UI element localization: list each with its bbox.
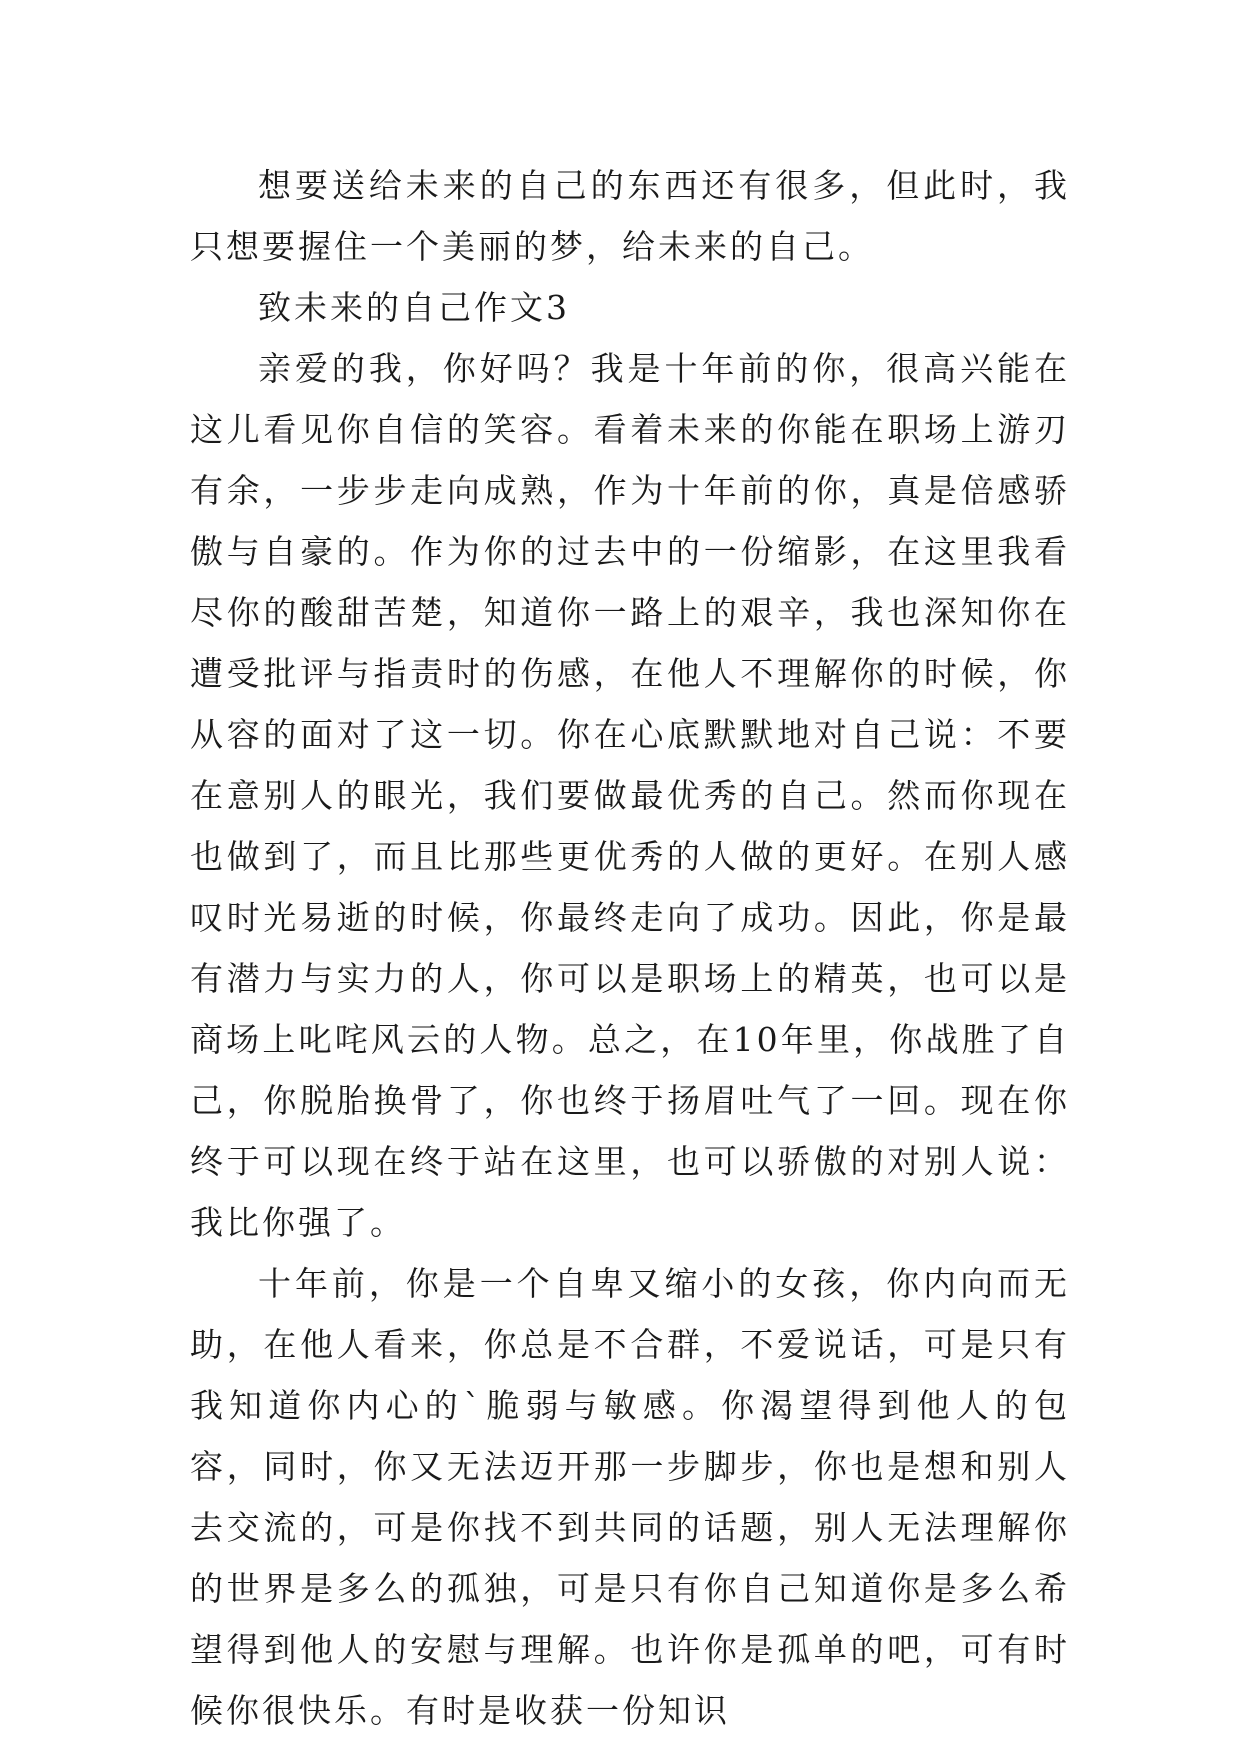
document-page (190, 155, 1070, 1741)
paragraph-letter: 亲爱的我，你好吗？我是十年前的你，很高兴能在这儿看见你自信的笑容。看着未来的你能在职场上游刃有余，一步步走向成熟，作为十年前的你，真是倍感骄傲与自豪的。作为你的过去中的一份缩影，在这里我看尽你的酸甜苦楚，知道你一路上的艰辛，我也深知你在遭受批评与指责时的伤感，在他人不理解你的时候，你从容的面对了这一切。你在心底默默地对自己说：不要在意别人的眼光，我们要做最优秀的自己。然而你现在也做到了，而且比那些更优秀的人做的更好。在别人感叹时光易逝的时候，你最终走向了成功。因此，你是最有潜力与实力的人，你可以是职场上的精英，也可以是商场上叱咤风云的人物。总之，在10年里，你战胜了自己，你脱胎换骨了，你也终于扬眉吐气了一回。现在你终于可以现在终于站在这里，也可以骄傲的对别人说：我比你强了。 (190, 349, 1070, 1242)
paragraph-closing: 想要送给未来的自己的东西还有很多，但此时，我只想要握住一个美丽的梦，给未来的自己。 (190, 166, 1070, 266)
essay-heading: 致未来的自己作文3 (258, 288, 570, 327)
paragraph-past: 十年前，你是一个自卑又缩小的女孩，你内向而无助，在他人看来，你总是不合群，不爱说话，可是只有我知道你内心的`脆弱与敏感。你渴望得到他人的包容，同时，你又无法迈开那一步脚步，你也是想和别人去交流的，可是你找不到共同的话题，别人无法理解你的世界是多么的孤独，可是只有你自己知道你是多么希望得到他人的安慰与理解。也许你是孤单的吧，可有时候你很快乐。有时是收获一份知识 (190, 1264, 1070, 1730)
